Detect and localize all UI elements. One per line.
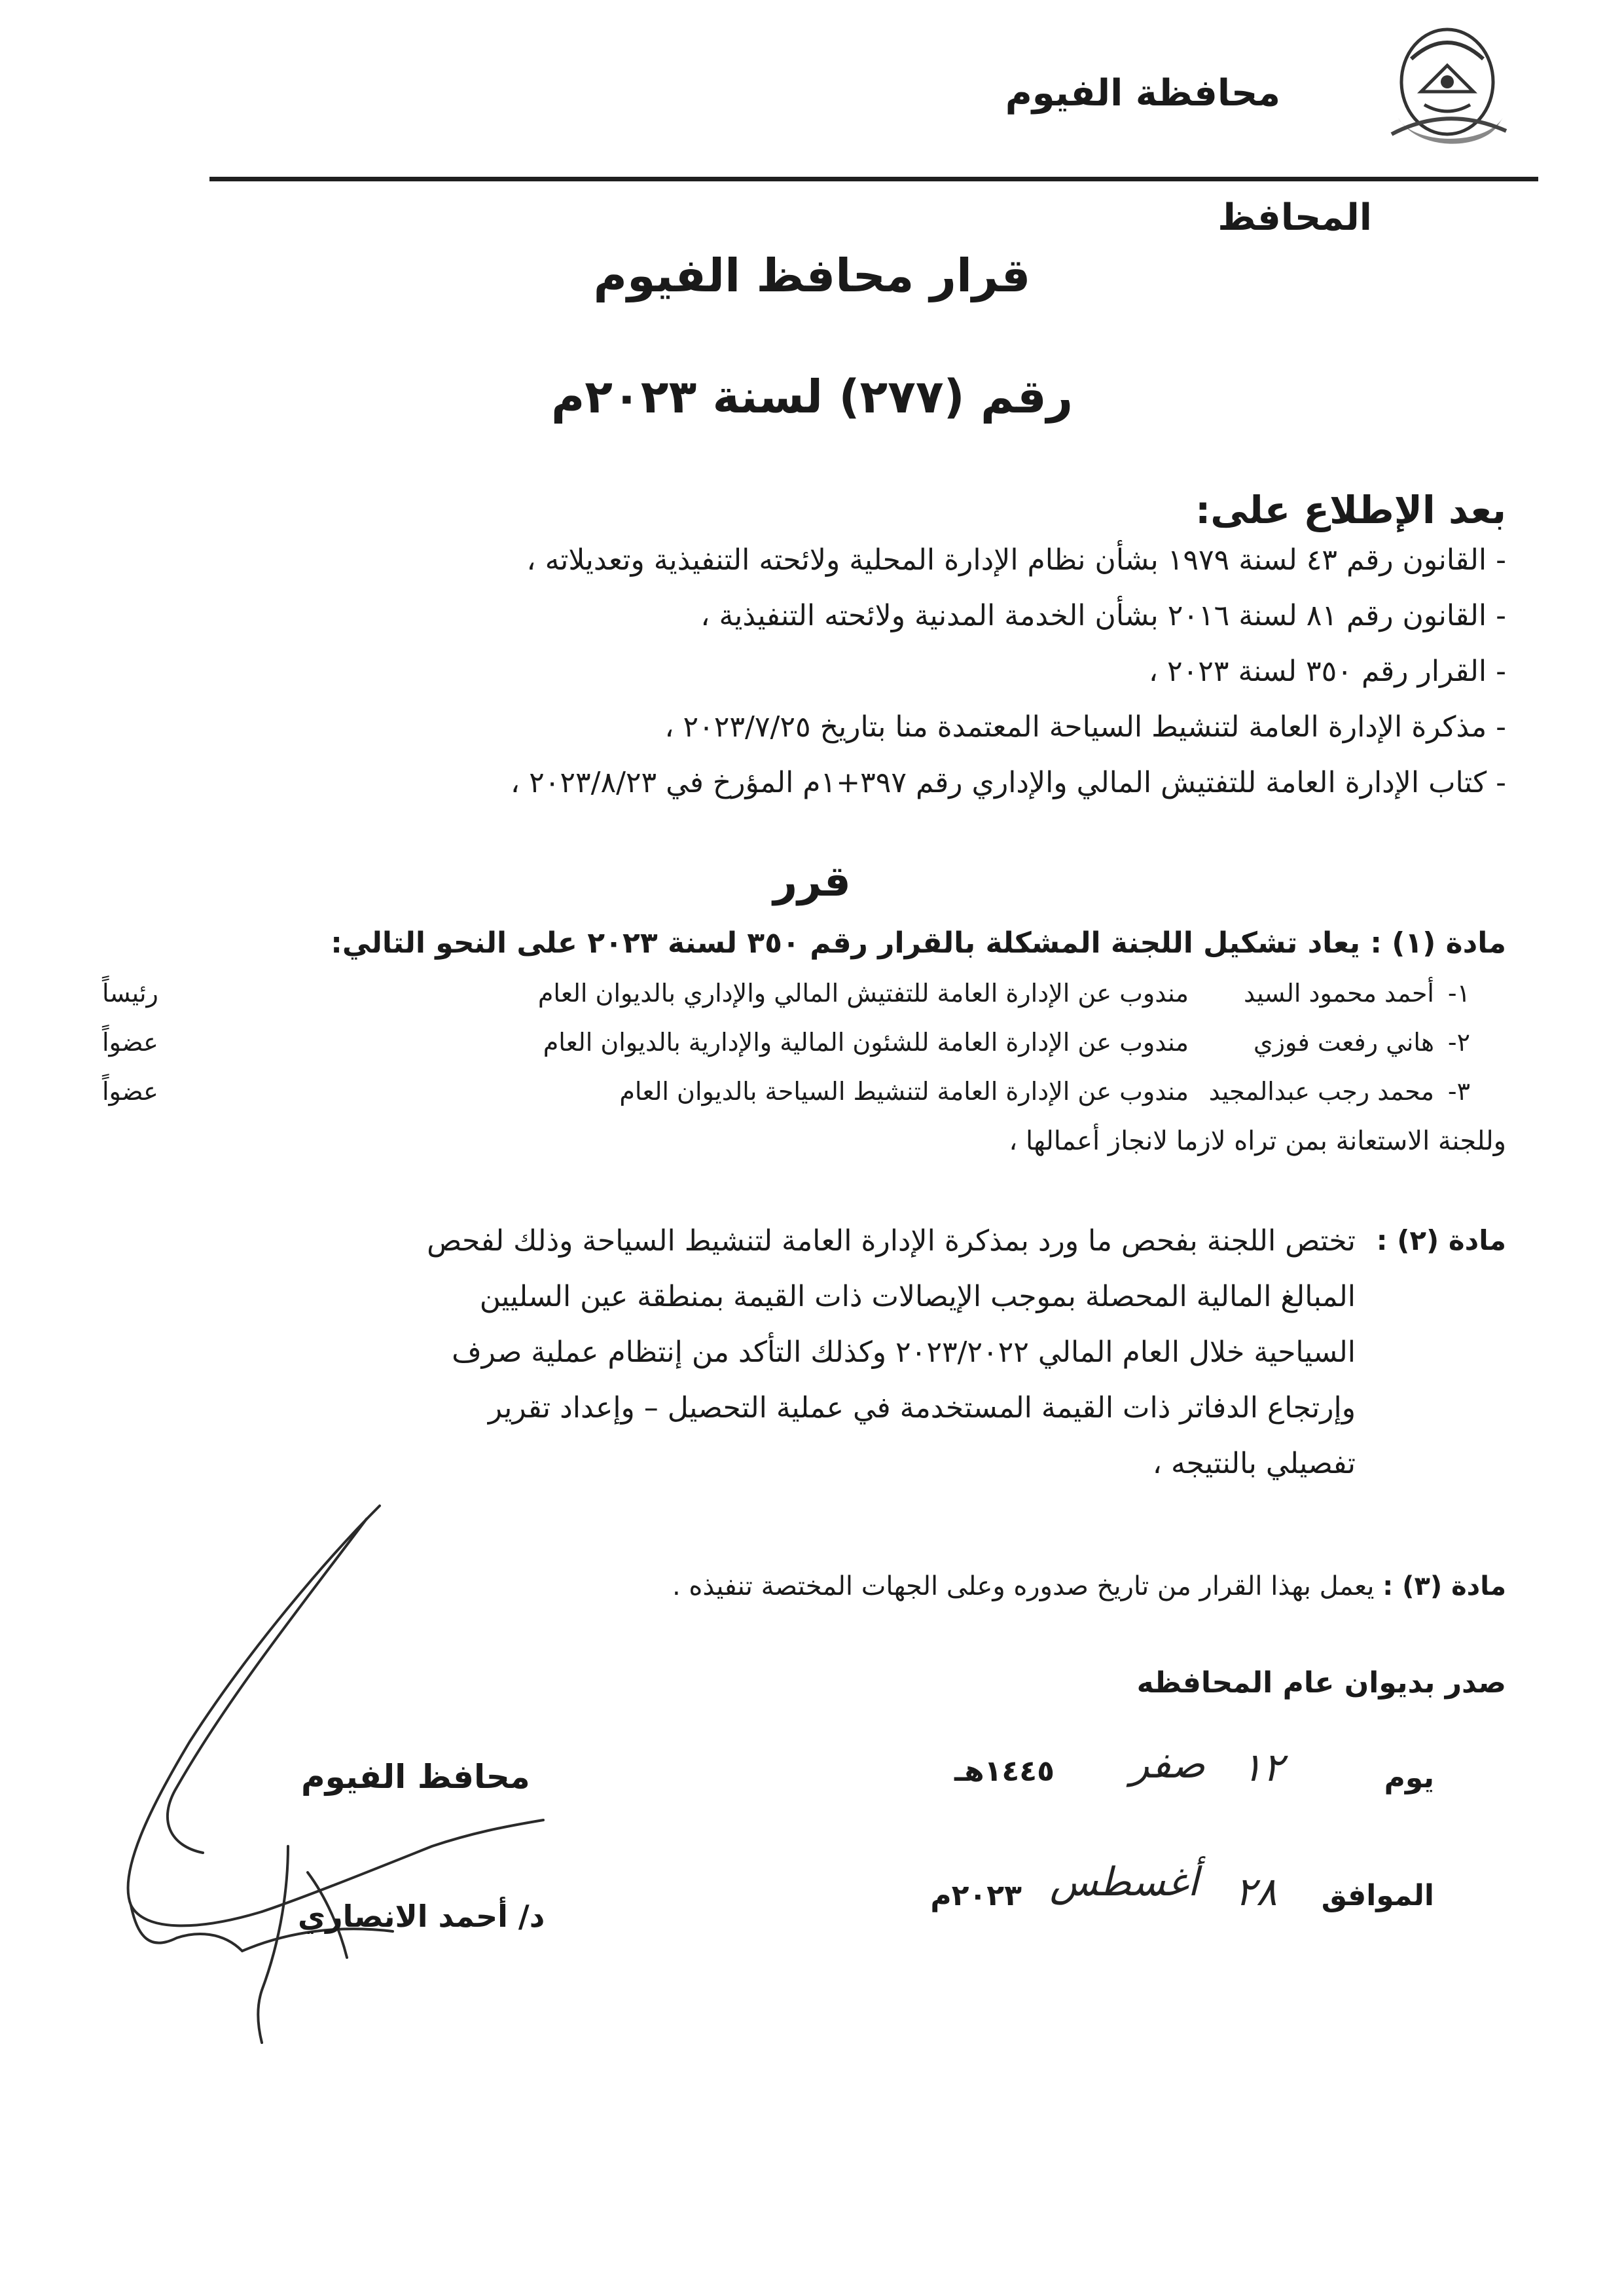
day-label: يوم xyxy=(1384,1761,1434,1795)
committee-member-row xyxy=(102,979,1470,1018)
hijri-day: ١٢ xyxy=(1241,1745,1284,1791)
committee-member-row xyxy=(102,1077,1470,1116)
office-label: المحافظ xyxy=(1218,196,1372,239)
reference-item: - القرار رقم ٣٥٠ لسنة ٢٠٢٣ ، xyxy=(1148,655,1506,688)
member-number: ٣- xyxy=(1447,1077,1470,1106)
committee-member-row xyxy=(102,1028,1470,1067)
article-2-label: مادة (٢) : xyxy=(1376,1224,1506,1256)
governorate-seal-icon xyxy=(1385,20,1509,154)
member-number: ١- xyxy=(1447,979,1470,1008)
header-divider xyxy=(209,177,1538,181)
member-name: هاني رفعت فوزي xyxy=(1253,1028,1434,1057)
reference-item: - كتاب الإدارة العامة للتفتيش المالي والإداري رقم ٣٩٧+١م المؤرخ في ٢٠٢٣/٨/٢٣ ، xyxy=(510,766,1506,799)
gregorian-month: أغسطس xyxy=(1049,1859,1199,1905)
signer-name: د/ أحمد الانصاري xyxy=(298,1899,545,1934)
article-2-line: وإرتجاع الدفاتر ذات القيمة المستخدمة في عملية التحصيل – وإعداد تقرير xyxy=(488,1391,1356,1425)
reference-item: - القانون رقم ٤٣ لسنة ١٩٧٩ بشأن نظام الإدارة المحلية ولائحته التنفيذية وتعديلاته ، xyxy=(526,543,1506,577)
decree-title: قرار محافظ الفيوم xyxy=(593,249,1031,302)
article-2-line: المبالغ المالية المحصلة بموجب الإيصالات ذات القيمة بمنطقة عين السليين xyxy=(479,1280,1356,1313)
member-number: ٢- xyxy=(1447,1028,1470,1057)
gregorian-year: ٢٠٢٣م xyxy=(930,1879,1022,1912)
member-representation: مندوب عن الإدارة العامة للشئون المالية والإدارية بالديوان العام xyxy=(543,1028,1189,1057)
member-name: محمد رجب عبدالمجيد xyxy=(1208,1077,1434,1106)
decided-heading: قرر xyxy=(773,858,851,906)
decree-number: رقم (٢٧٧) لسنة ٢٠٢٣م xyxy=(550,370,1074,424)
member-representation: مندوب عن الإدارة العامة للتفتيش المالي والإداري بالديوان العام xyxy=(537,979,1189,1008)
member-role: عضواً xyxy=(102,1077,158,1106)
gregorian-day: ٢٨ xyxy=(1235,1869,1277,1915)
article-3 xyxy=(672,1571,1506,1601)
member-name: أحمد محمود السيد xyxy=(1244,979,1434,1008)
governorate-name: محافظة الفيوم xyxy=(1005,72,1280,115)
member-representation: مندوب عن الإدارة العامة لتنشيط السياحة بالديوان العام xyxy=(619,1077,1189,1106)
article-1: مادة (١) : يعاد تشكيل اللجنة المشكلة بالقرار رقم ٣٥٠ لسنة ٢٠٢٣ على النحو التالي: xyxy=(331,926,1506,960)
member-role: رئيساً xyxy=(102,979,158,1008)
committee-note: وللجنة الاستعانة بمن تراه لازما لانجاز أعمالها ، xyxy=(1009,1126,1506,1156)
reference-item: - مذكرة الإدارة العامة لتنشيط السياحة المعتمدة منا بتاريخ ٢٠٢٣/٧/٢٥ ، xyxy=(664,710,1506,744)
corresponding-label: الموافق xyxy=(1321,1879,1434,1912)
issued-at: صدر بديوان عام المحافظه xyxy=(1136,1666,1506,1700)
hijri-month: صفر xyxy=(1130,1741,1205,1787)
hijri-year: ١٤٤٥هـ xyxy=(954,1755,1055,1788)
article-2-line: تختص اللجنة بفحص ما ورد بمذكرة الإدارة العامة لتنشيط السياحة وذلك لفحص xyxy=(427,1224,1356,1258)
reference-item: - القانون رقم ٨١ لسنة ٢٠١٦ بشأن الخدمة المدنية ولائحته التنفيذية ، xyxy=(700,599,1506,632)
article-2-line: تفصيلي بالنتيجه ، xyxy=(1152,1447,1356,1480)
whereas-heading: بعد الإطلاع على: xyxy=(1195,488,1506,532)
signer-title: محافظ الفيوم xyxy=(301,1758,530,1796)
article-3-label: مادة (٣) : xyxy=(1382,1571,1506,1601)
article-3-text: يعمل بهذا القرار من تاريخ صدوره وعلى الجهات المختصة تنفيذه . xyxy=(672,1571,1375,1601)
member-role: عضواً xyxy=(102,1028,158,1057)
article-2-line: السياحية خلال العام المالي ٢٠٢٣/٢٠٢٢ وكذلك التأكد من إنتظام عملية صرف xyxy=(452,1336,1356,1369)
